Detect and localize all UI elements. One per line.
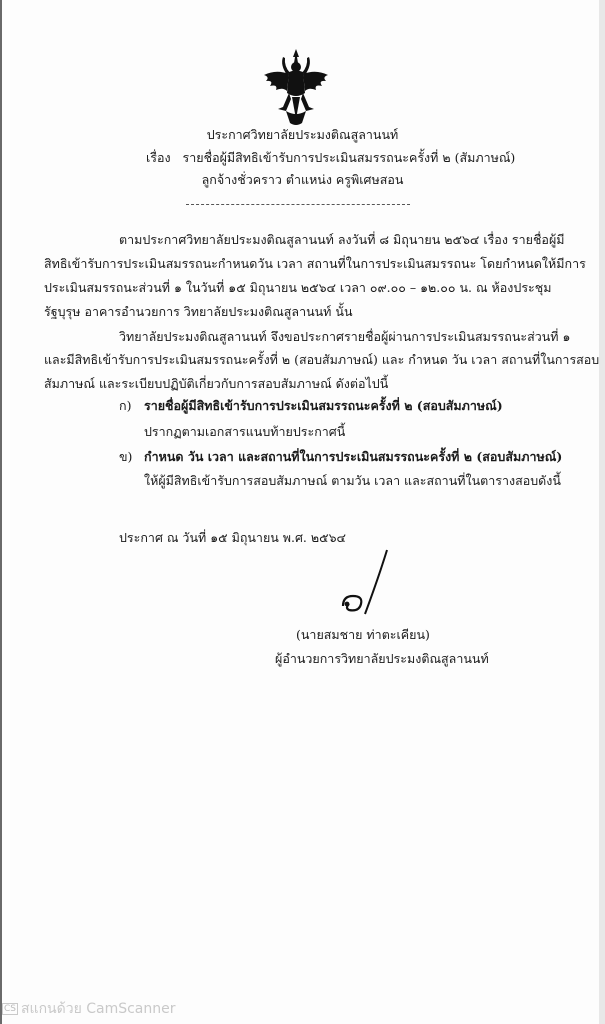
- subject-label: เรื่อง: [146, 150, 171, 165]
- item-a-marker: ก): [119, 398, 132, 413]
- item-b-detail: ให้ผู้มีสิทธิเข้ารับการสอบสัมภาษณ์ ตามวัน เวลา และสถานที่ในตารางสอบดังนี้: [144, 473, 561, 488]
- item-b-heading: กำหนด วัน เวลา และสถานที่ในการประเมินสมรรถนะครั้งที่ ๒ (สอบสัมภาษณ์): [144, 449, 563, 464]
- camscanner-logo-icon: CS: [4, 1004, 16, 1014]
- item-b-marker: ข): [119, 449, 133, 464]
- signatory-name: (นายสมชาย ท่าตะเคียน): [296, 627, 430, 642]
- item-a-heading: รายชื่อผู้มีสิทธิเข้ารับการประเมินสมรรถนะครั้งที่ ๒ (สอบสัมภาษณ์): [144, 398, 503, 413]
- signature-icon: [335, 548, 395, 620]
- para2-line-1: วิทยาลัยประมงติณสูลานนท์ จึงขอประกาศรายชื่อผู้ผ่านการประเมินสมรรถนะส่วนที่ ๑: [119, 329, 571, 344]
- para1-line-3: ประเมินสมรรถนะส่วนที่ ๑ ในวันที่ ๑๕ มิถุนายน ๒๕๖๔ เวลา ๐๙.๐๐ – ๑๒.๐๐ น. ณ ห้องประชุม: [44, 280, 552, 295]
- announce-date: ประกาศ ณ วันที่ ๑๕ มิถุนายน พ.ศ. ๒๕๖๔: [119, 530, 346, 545]
- camscanner-text: สแกนด้วย CamScanner: [21, 1001, 176, 1017]
- announcement-org-title: ประกาศวิทยาลัยประมงติณสูลานนท์: [206, 127, 399, 142]
- scan-edge-left: [0, 0, 2, 1024]
- header-divider: [186, 204, 410, 205]
- camscanner-watermark: [0, 998, 176, 1016]
- subject-line: [146, 150, 515, 166]
- subject-text: รายชื่อผู้มีสิทธิเข้ารับการประเมินสมรรถนะครั้งที่ ๒ (สัมภาษณ์): [182, 150, 516, 165]
- para1-line-1: ตามประกาศวิทยาลัยประมงติณสูลานนท์ ลงวันที่ ๘ มิถุนายน ๒๕๖๔ เรื่อง รายชื่อผู้มี: [119, 232, 565, 247]
- para1-line-4: รัฐบุรุษ อาคารอำนวยการ วิทยาลัยประมงติณสูลานนท์ นั้น: [44, 304, 353, 319]
- para2-line-2: และมีสิทธิเข้ารับการประเมินสมรรถนะครั้งที่ ๒ (สอบสัมภาษณ์) และ กำหนด วัน เวลา สถานที่ในการสอบ: [44, 352, 600, 367]
- scan-edge-right: [599, 0, 605, 1024]
- garuda-emblem-icon: [256, 47, 336, 127]
- para1-line-2: สิทธิเข้ารับการประเมินสมรรถนะกำหนดวัน เวลา สถานที่ในการประเมินสมรรถนะ โดยกำหนดให้มีการ: [44, 256, 586, 271]
- position-line: ลูกจ้างชั่วคราว ตำแหน่ง ครูพิเศษสอน: [201, 172, 404, 187]
- para2-line-3: สัมภาษณ์ และระเบียบปฏิบัติเกี่ยวกับการสอบสัมภาษณ์ ดังต่อไปนี้: [44, 376, 389, 391]
- signatory-title: ผู้อำนวยการวิทยาลัยประมงติณสูลานนท์: [275, 651, 489, 666]
- item-a-detail: ปรากฏตามเอกสารแนบท้ายประกาศนี้: [144, 424, 346, 439]
